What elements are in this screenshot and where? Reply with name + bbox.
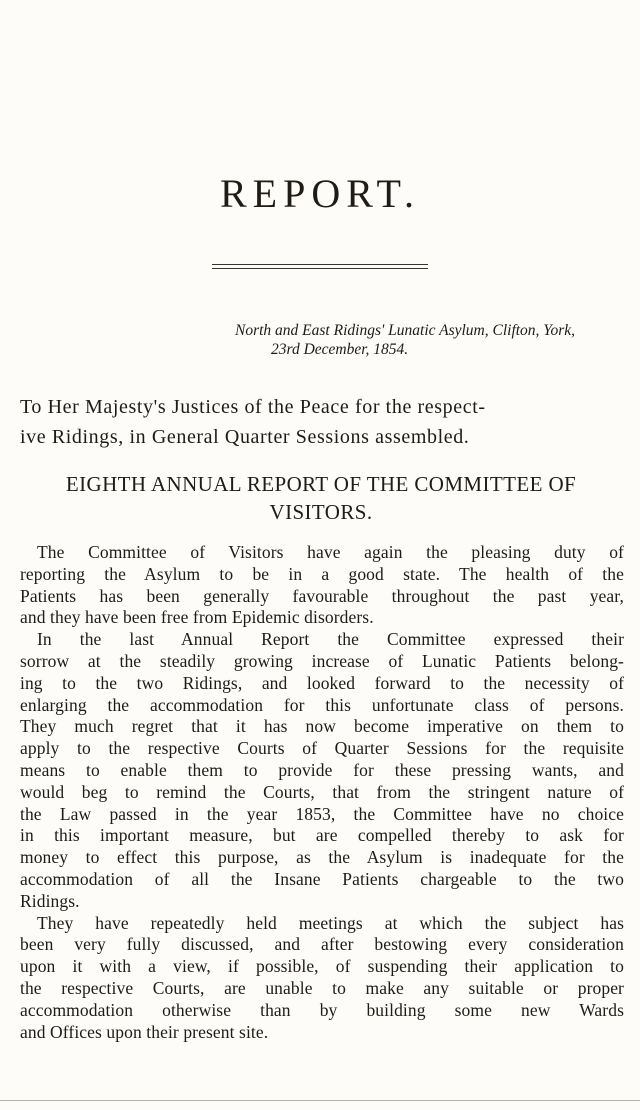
body-line: apply to the respective Courts of Quarter Sessions for the requisite	[20, 738, 624, 759]
body-line: in this important measure, but are compelled thereby to ask for	[20, 825, 624, 846]
address-to-justices	[20, 392, 622, 452]
body-line: means to enable them to provide for these pressing wants, and	[20, 759, 624, 780]
section-heading-line-1: EIGHTH ANNUAL REPORT OF THE COMMITTEE OF	[65, 472, 577, 496]
dateline-date: 23rd December, 1854.	[271, 341, 409, 358]
page-bottom-edge	[0, 1100, 640, 1101]
body-line: and Offices upon their present site.	[20, 1021, 269, 1042]
body-line: They much regret that it has now become imperative on them to	[20, 716, 624, 737]
report-body	[20, 542, 624, 1043]
body-line: reporting the Asylum to be in a good state. The health of the	[20, 563, 624, 584]
section-heading-line-2: VISITORS.	[269, 500, 373, 524]
body-line: and they have been free from Epidemic disorders.	[20, 607, 374, 628]
body-line: would beg to remind the Courts, that from the stringent nature of	[20, 781, 624, 802]
title-rule-upper	[212, 264, 428, 265]
body-line: been very fully discussed, and after bestowing every consideration	[20, 934, 624, 955]
dateline	[235, 321, 635, 359]
body-line: money to effect this purpose, as the Asylum is inadequate for the	[20, 847, 624, 868]
body-line: accommodation otherwise than by building some new Wards	[20, 999, 624, 1020]
report-title: REPORT.	[220, 171, 420, 216]
body-line: The Committee of Visitors have again the pleasing duty of	[37, 542, 624, 562]
title-rule-lower	[212, 268, 428, 269]
dateline-place: North and East Ridings' Lunatic Asylum, Clifton, York,	[235, 322, 576, 339]
body-line: Ridings.	[20, 890, 80, 911]
body-line: ing to the two Ridings, and looked forward to the necessity of	[20, 672, 624, 693]
body-line: the respective Courts, are unable to make any suitable or proper	[20, 977, 624, 998]
body-line: accommodation of all the Insane Patients chargeable to the two	[20, 868, 624, 889]
body-line: Patients has been generally favourable throughout the past year,	[20, 585, 624, 606]
address-line-2: ive Ridings, in General Quarter Sessions assembled.	[20, 426, 470, 448]
body-line: enlarging the accommodation for this unfortunate class of persons.	[20, 694, 624, 715]
body-line: They have repeatedly held meetings at which the subject has	[37, 912, 624, 933]
body-line: In the last Annual Report the Committee expressed their	[37, 629, 624, 650]
body-line: sorrow at the steadily growing increase of Lunatic Patients belong-	[20, 650, 624, 671]
body-line: the Law passed in the year 1853, the Committee have no choice	[20, 803, 624, 824]
address-line-1: To Her Majesty's Justices of the Peace for the respect-	[20, 396, 486, 418]
body-line: upon it with a view, if possible, of suspending their application to	[20, 956, 624, 977]
section-heading	[20, 470, 622, 526]
